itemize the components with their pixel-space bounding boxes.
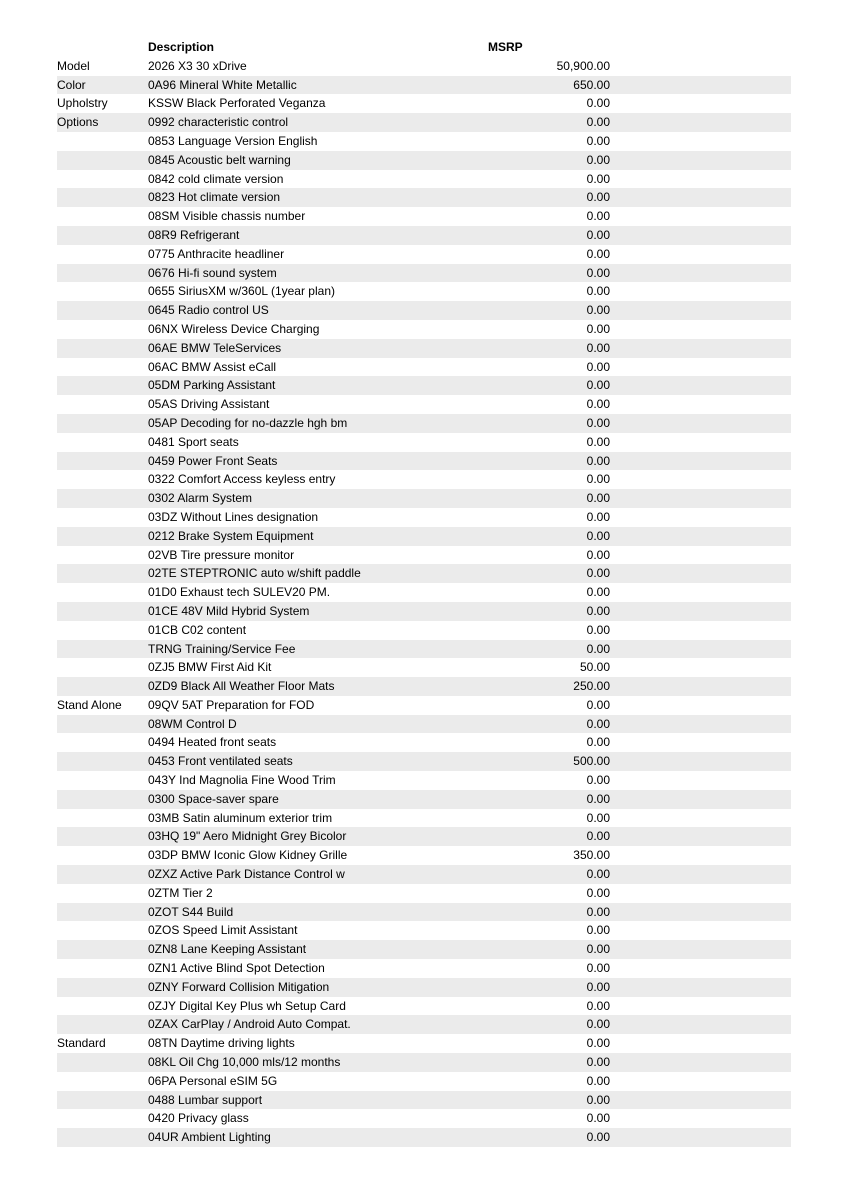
row-description: 04UR Ambient Lighting xyxy=(148,1130,271,1145)
row-description: 08SM Visible chassis number xyxy=(148,209,306,224)
row-category xyxy=(57,752,148,771)
row-filler xyxy=(610,264,791,283)
table-row xyxy=(57,1015,791,1034)
table-row xyxy=(57,1109,791,1128)
row-filler xyxy=(610,339,791,358)
row-filler xyxy=(610,527,791,546)
table-row xyxy=(57,170,791,189)
row-category xyxy=(57,188,148,207)
row-description: 0676 Hi-fi sound system xyxy=(148,265,277,280)
row-category xyxy=(57,207,148,226)
row-category xyxy=(57,395,148,414)
row-category xyxy=(57,527,148,546)
row-msrp: 0.00 xyxy=(586,791,610,806)
row-msrp: 0.00 xyxy=(586,115,610,130)
row-category xyxy=(57,452,148,471)
row-description: 08R9 Refrigerant xyxy=(148,227,240,242)
table-row xyxy=(57,395,791,414)
row-description: 02VB Tire pressure monitor xyxy=(148,547,295,562)
row-filler xyxy=(610,696,791,715)
row-description: 0ZN8 Lane Keeping Assistant xyxy=(148,942,307,957)
table-row xyxy=(57,320,791,339)
row-description: 0ZN1 Active Blind Spot Detection xyxy=(148,961,325,976)
row-msrp: 0.00 xyxy=(586,509,610,524)
row-filler xyxy=(610,1015,791,1034)
row-msrp: 50,900.00 xyxy=(556,58,610,73)
row-filler xyxy=(610,658,791,677)
row-category xyxy=(57,959,148,978)
table-row xyxy=(57,564,791,583)
row-description: 0ZJY Digital Key Plus wh Setup Card xyxy=(148,998,346,1013)
table-row xyxy=(57,470,791,489)
row-description: 0992 characteristic control xyxy=(148,115,289,130)
table-row xyxy=(57,245,791,264)
row-filler xyxy=(610,865,791,884)
table-row xyxy=(57,113,791,132)
row-filler xyxy=(610,94,791,113)
table-row xyxy=(57,903,791,922)
table-row xyxy=(57,733,791,752)
row-msrp: 0.00 xyxy=(586,979,610,994)
row-filler xyxy=(610,76,791,95)
row-filler xyxy=(610,395,791,414)
table-row xyxy=(57,132,791,151)
table-row xyxy=(57,207,791,226)
row-category xyxy=(57,884,148,903)
col-header-msrp: MSRP xyxy=(488,40,523,54)
row-msrp: 0.00 xyxy=(586,321,610,336)
pricing-table xyxy=(57,38,791,1147)
row-description: 0ZXZ Active Park Distance Control w xyxy=(148,867,345,882)
row-msrp: 0.00 xyxy=(586,810,610,825)
row-filler xyxy=(610,1072,791,1091)
table-row xyxy=(57,1072,791,1091)
row-category xyxy=(57,1072,148,1091)
row-msrp: 0.00 xyxy=(586,1130,610,1145)
row-category: Options xyxy=(57,115,99,130)
table-row xyxy=(57,358,791,377)
row-msrp: 0.00 xyxy=(586,867,610,882)
table-row xyxy=(57,376,791,395)
row-description: 0300 Space-saver spare xyxy=(148,791,279,806)
table-row xyxy=(57,884,791,903)
row-category xyxy=(57,640,148,659)
row-category xyxy=(57,264,148,283)
row-description: 0322 Comfort Access keyless entry xyxy=(148,472,336,487)
row-filler xyxy=(610,414,791,433)
row-filler xyxy=(610,301,791,320)
table-row xyxy=(57,414,791,433)
row-filler xyxy=(610,245,791,264)
row-msrp: 0.00 xyxy=(586,378,610,393)
row-category xyxy=(57,790,148,809)
row-description: 03MB Satin aluminum exterior trim xyxy=(148,810,333,825)
row-category xyxy=(57,376,148,395)
table-row xyxy=(57,1091,791,1110)
row-category xyxy=(57,1015,148,1034)
row-category xyxy=(57,433,148,452)
row-filler xyxy=(610,827,791,846)
row-msrp: 0.00 xyxy=(586,397,610,412)
table-row xyxy=(57,527,791,546)
row-description: 08KL Oil Chg 10,000 mls/12 months xyxy=(148,1055,341,1070)
row-filler xyxy=(610,489,791,508)
table-row xyxy=(57,94,791,113)
row-msrp: 50.00 xyxy=(579,660,610,675)
table-row xyxy=(57,921,791,940)
row-filler xyxy=(610,790,791,809)
row-filler xyxy=(610,151,791,170)
table-row xyxy=(57,677,791,696)
table-row xyxy=(57,771,791,790)
row-filler xyxy=(610,113,791,132)
row-msrp: 0.00 xyxy=(586,923,610,938)
row-filler xyxy=(610,940,791,959)
row-category xyxy=(57,489,148,508)
table-row xyxy=(57,339,791,358)
table-row xyxy=(57,57,791,76)
row-filler xyxy=(610,470,791,489)
row-category xyxy=(57,1091,148,1110)
row-msrp: 0.00 xyxy=(586,1055,610,1070)
table-row xyxy=(57,546,791,565)
row-msrp: 0.00 xyxy=(586,697,610,712)
row-filler xyxy=(610,602,791,621)
row-description: 0212 Brake System Equipment xyxy=(148,528,314,543)
row-filler xyxy=(610,846,791,865)
table-body xyxy=(57,57,791,1147)
row-msrp: 0.00 xyxy=(586,1036,610,1051)
table-row xyxy=(57,790,791,809)
table-row xyxy=(57,621,791,640)
table-row xyxy=(57,959,791,978)
row-description: 06PA Personal eSIM 5G xyxy=(148,1073,278,1088)
row-filler xyxy=(610,621,791,640)
row-category xyxy=(57,940,148,959)
row-description: 01CB C02 content xyxy=(148,622,247,637)
table-header-row xyxy=(57,38,791,57)
row-filler xyxy=(610,978,791,997)
row-description: 0ZOS Speed Limit Assistant xyxy=(148,923,298,938)
table-row xyxy=(57,696,791,715)
row-msrp: 0.00 xyxy=(586,133,610,148)
row-filler xyxy=(610,677,791,696)
row-description: 0481 Sport seats xyxy=(148,434,239,449)
row-category xyxy=(57,320,148,339)
row-msrp: 0.00 xyxy=(586,96,610,111)
row-category xyxy=(57,414,148,433)
table-row xyxy=(57,433,791,452)
row-category xyxy=(57,658,148,677)
row-description: 0823 Hot climate version xyxy=(148,190,281,205)
table-row xyxy=(57,1128,791,1147)
row-description: 05DM Parking Assistant xyxy=(148,378,276,393)
row-msrp: 0.00 xyxy=(586,227,610,242)
row-category xyxy=(57,715,148,734)
row-filler xyxy=(610,564,791,583)
row-category xyxy=(57,245,148,264)
row-category xyxy=(57,771,148,790)
row-category xyxy=(57,170,148,189)
table-row xyxy=(57,846,791,865)
row-msrp: 0.00 xyxy=(586,829,610,844)
row-category: Stand Alone xyxy=(57,697,122,712)
table-row xyxy=(57,76,791,95)
row-msrp: 350.00 xyxy=(573,848,610,863)
row-category xyxy=(57,151,148,170)
row-description: 043Y Ind Magnolia Fine Wood Trim xyxy=(148,773,336,788)
row-filler xyxy=(610,959,791,978)
row-msrp: 0.00 xyxy=(586,716,610,731)
row-msrp: 0.00 xyxy=(586,641,610,656)
row-filler xyxy=(610,57,791,76)
row-filler xyxy=(610,903,791,922)
table-row xyxy=(57,282,791,301)
row-category: Color xyxy=(57,77,86,92)
col-header-category xyxy=(57,38,148,57)
row-description: 06AE BMW TeleServices xyxy=(148,340,282,355)
row-category xyxy=(57,358,148,377)
row-category xyxy=(57,621,148,640)
row-category xyxy=(57,1128,148,1147)
row-description: 0645 Radio control US xyxy=(148,303,269,318)
table-row xyxy=(57,658,791,677)
row-msrp: 0.00 xyxy=(586,171,610,186)
row-filler xyxy=(610,1091,791,1110)
row-category xyxy=(57,809,148,828)
row-category xyxy=(57,677,148,696)
row-category xyxy=(57,282,148,301)
row-msrp: 0.00 xyxy=(586,942,610,957)
row-filler xyxy=(610,640,791,659)
table-row xyxy=(57,188,791,207)
row-filler xyxy=(610,921,791,940)
row-category xyxy=(57,339,148,358)
row-description: 03DP BMW Iconic Glow Kidney Grille xyxy=(148,848,348,863)
row-description: 0845 Acoustic belt warning xyxy=(148,152,291,167)
row-filler xyxy=(610,733,791,752)
row-description: 2026 X3 30 xDrive xyxy=(148,58,247,73)
row-filler xyxy=(610,170,791,189)
row-msrp: 0.00 xyxy=(586,961,610,976)
row-msrp: 0.00 xyxy=(586,190,610,205)
row-category xyxy=(57,865,148,884)
row-msrp: 0.00 xyxy=(586,284,610,299)
row-category xyxy=(57,1109,148,1128)
row-category: Upholstry xyxy=(57,96,108,111)
table-row xyxy=(57,809,791,828)
table-row xyxy=(57,715,791,734)
row-filler xyxy=(610,188,791,207)
row-msrp: 0.00 xyxy=(586,904,610,919)
row-category xyxy=(57,226,148,245)
row-description: 06AC BMW Assist eCall xyxy=(148,359,277,374)
table-row xyxy=(57,226,791,245)
row-msrp: 0.00 xyxy=(586,1073,610,1088)
row-msrp: 0.00 xyxy=(586,209,610,224)
row-msrp: 0.00 xyxy=(586,773,610,788)
row-category xyxy=(57,470,148,489)
row-msrp: 0.00 xyxy=(586,1092,610,1107)
row-msrp: 0.00 xyxy=(586,885,610,900)
row-description: 0655 SiriusXM w/360L (1year plan) xyxy=(148,284,335,299)
row-msrp: 500.00 xyxy=(573,754,610,769)
row-category xyxy=(57,132,148,151)
row-msrp: 0.00 xyxy=(586,359,610,374)
row-msrp: 0.00 xyxy=(586,415,610,430)
row-description: 0ZD9 Black All Weather Floor Mats xyxy=(148,679,335,694)
row-description: 0302 Alarm System xyxy=(148,491,253,506)
row-filler xyxy=(610,771,791,790)
row-description: 0488 Lumbar support xyxy=(148,1092,263,1107)
row-category xyxy=(57,921,148,940)
row-category xyxy=(57,564,148,583)
row-filler xyxy=(610,376,791,395)
row-msrp: 0.00 xyxy=(586,152,610,167)
row-filler xyxy=(610,320,791,339)
row-filler xyxy=(610,132,791,151)
row-filler xyxy=(610,508,791,527)
row-msrp: 0.00 xyxy=(586,246,610,261)
row-category: Model xyxy=(57,58,90,73)
row-filler xyxy=(610,752,791,771)
row-msrp: 0.00 xyxy=(586,566,610,581)
row-msrp: 250.00 xyxy=(573,679,610,694)
table-row xyxy=(57,865,791,884)
row-filler xyxy=(610,452,791,471)
row-category xyxy=(57,978,148,997)
row-description: 0A96 Mineral White Metallic xyxy=(148,77,297,92)
row-category xyxy=(57,733,148,752)
row-description: 0494 Heated front seats xyxy=(148,735,277,750)
row-category xyxy=(57,903,148,922)
row-description: 09QV 5AT Preparation for FOD xyxy=(148,697,315,712)
row-description: 0775 Anthracite headliner xyxy=(148,246,285,261)
row-description: 0ZJ5 BMW First Aid Kit xyxy=(148,660,272,675)
row-msrp: 0.00 xyxy=(586,547,610,562)
table-row xyxy=(57,489,791,508)
row-filler xyxy=(610,809,791,828)
row-category xyxy=(57,583,148,602)
row-description: TRNG Training/Service Fee xyxy=(148,641,296,656)
col-header-filler xyxy=(610,38,791,57)
row-description: 0842 cold climate version xyxy=(148,171,284,186)
row-filler xyxy=(610,546,791,565)
row-filler xyxy=(610,1109,791,1128)
row-description: 05AP Decoding for no-dazzle hgh bm xyxy=(148,415,348,430)
row-msrp: 0.00 xyxy=(586,998,610,1013)
row-filler xyxy=(610,997,791,1016)
table-row xyxy=(57,940,791,959)
row-filler xyxy=(610,715,791,734)
row-msrp: 0.00 xyxy=(586,603,610,618)
row-msrp: 0.00 xyxy=(586,472,610,487)
row-category xyxy=(57,827,148,846)
row-description: 0420 Privacy glass xyxy=(148,1111,249,1126)
row-description: 06NX Wireless Device Charging xyxy=(148,321,320,336)
row-category xyxy=(57,301,148,320)
table-row xyxy=(57,1034,791,1053)
row-description: 08TN Daytime driving lights xyxy=(148,1036,295,1051)
row-description: 0ZOT S44 Build xyxy=(148,904,234,919)
table-row xyxy=(57,602,791,621)
row-description: 01D0 Exhaust tech SULEV20 PM. xyxy=(148,585,331,600)
table-row xyxy=(57,583,791,602)
row-filler xyxy=(610,226,791,245)
table-row xyxy=(57,978,791,997)
row-filler xyxy=(610,583,791,602)
row-msrp: 0.00 xyxy=(586,265,610,280)
table-row xyxy=(57,752,791,771)
row-msrp: 0.00 xyxy=(586,340,610,355)
table-row xyxy=(57,452,791,471)
row-filler xyxy=(610,282,791,301)
table-row xyxy=(57,264,791,283)
row-category xyxy=(57,602,148,621)
table-row xyxy=(57,997,791,1016)
row-msrp: 650.00 xyxy=(573,77,610,92)
table-row xyxy=(57,301,791,320)
row-msrp: 0.00 xyxy=(586,434,610,449)
row-category xyxy=(57,997,148,1016)
row-description: 03HQ 19" Aero Midnight Grey Bicolor xyxy=(148,829,347,844)
row-filler xyxy=(610,358,791,377)
row-description: 0ZTM Tier 2 xyxy=(148,885,213,900)
row-filler xyxy=(610,1034,791,1053)
row-category xyxy=(57,546,148,565)
row-filler xyxy=(610,207,791,226)
row-msrp: 0.00 xyxy=(586,491,610,506)
row-description: 0ZNY Forward Collision Mitigation xyxy=(148,979,330,994)
table-row xyxy=(57,508,791,527)
table-row xyxy=(57,640,791,659)
row-msrp: 0.00 xyxy=(586,1017,610,1032)
row-category xyxy=(57,1053,148,1072)
row-msrp: 0.00 xyxy=(586,303,610,318)
row-msrp: 0.00 xyxy=(586,1111,610,1126)
row-filler xyxy=(610,1053,791,1072)
row-description: 0459 Power Front Seats xyxy=(148,453,278,468)
row-description: 08WM Control D xyxy=(148,716,237,731)
row-description: KSSW Black Perforated Veganza xyxy=(148,96,326,111)
row-description: 0ZAX CarPlay / Android Auto Compat. xyxy=(148,1017,351,1032)
row-msrp: 0.00 xyxy=(586,585,610,600)
row-msrp: 0.00 xyxy=(586,528,610,543)
row-category xyxy=(57,846,148,865)
col-header-description: Description xyxy=(148,40,215,54)
row-description: 0853 Language Version English xyxy=(148,133,318,148)
row-msrp: 0.00 xyxy=(586,622,610,637)
row-filler xyxy=(610,1128,791,1147)
row-filler xyxy=(610,433,791,452)
row-description: 03DZ Without Lines designation xyxy=(148,509,319,524)
row-description: 05AS Driving Assistant xyxy=(148,397,270,412)
row-description: 02TE STEPTRONIC auto w/shift paddle xyxy=(148,566,361,581)
row-msrp: 0.00 xyxy=(586,735,610,750)
row-category xyxy=(57,508,148,527)
table-row xyxy=(57,151,791,170)
row-description: 01CE 48V Mild Hybrid System xyxy=(148,603,310,618)
row-description: 0453 Front ventilated seats xyxy=(148,754,293,769)
row-filler xyxy=(610,884,791,903)
row-msrp: 0.00 xyxy=(586,453,610,468)
table-row xyxy=(57,827,791,846)
row-category: Standard xyxy=(57,1036,106,1051)
table-row xyxy=(57,1053,791,1072)
